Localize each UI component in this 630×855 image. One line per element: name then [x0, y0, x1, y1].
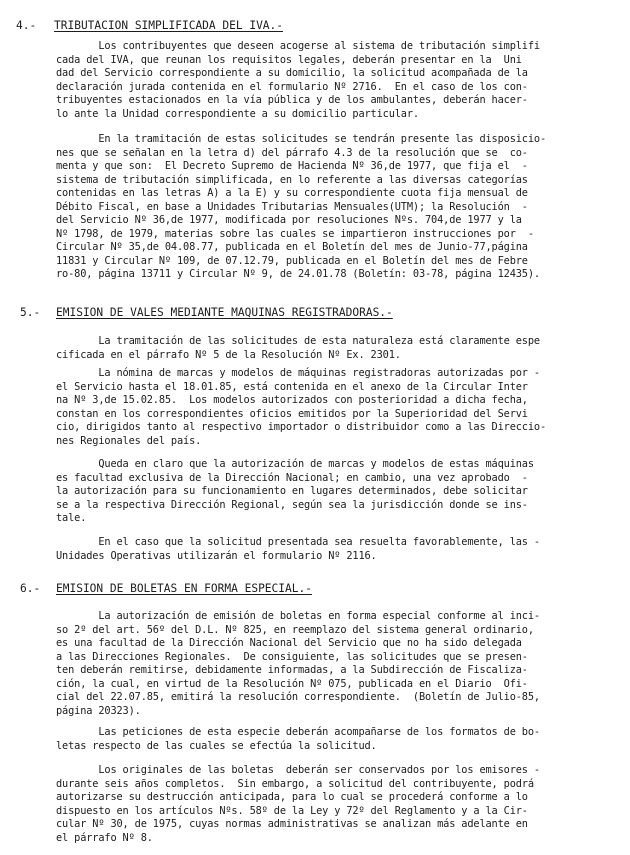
text-line: En el caso que la solicitud presentada sea resuelta favorablemente, las - [56, 536, 540, 548]
text-line: Débito Fiscal, en base a Unidades Tributarias Mensuales(UTM); la Resolución - [56, 200, 528, 213]
text-line: La nómina de marcas y modelos de máquinas registradoras autorizadas por - [56, 367, 540, 379]
text-line: 11831 y Circular Nº 109, de 07.12.79, publicada en el Boletín del mes de Febre [56, 254, 528, 267]
paragraph [56, 335, 612, 362]
text-line: nes Regionales del país. [56, 434, 202, 447]
text-line: es una facultad de la Dirección Nacional del Servicio que no ha sido delegada [56, 637, 522, 650]
text-line: ten deberán remitirse, debidamente informadas, a la Subdirección de Fiscaliza- [56, 664, 528, 677]
text-line: es facultad exclusiva de la Dirección Nacional; en cambio, una vez aprobado - [56, 471, 528, 484]
paragraph [56, 367, 612, 448]
paragraph [56, 726, 612, 753]
text-line: Los originales de las boletas deberán ser conservados por los emisores - [56, 764, 540, 776]
text-line: letas respecto de las cuales se efectúa la solicitud. [56, 739, 377, 752]
section-title: TRIBUTACION SIMPLIFICADA DEL IVA.- [54, 19, 284, 32]
text-line: cada del IVA, que reunan los requisitos legales, deberán presentar en la Uni [56, 53, 522, 66]
text-line: Las peticiones de esta especie deberán acompañarse de los formatos de bo- [56, 726, 540, 738]
text-line: cificada en el párrafo Nº 5 de la Resolución Nº Ex. 2301. [56, 348, 401, 361]
text-line: dad del Servicio correspondiente a su domicilio, la solicitud acompañada de la [56, 67, 528, 80]
text-line: La tramitación de las solicitudes de esta naturaleza está claramente espe [56, 335, 540, 347]
text-line: del Servicio Nº 36,de 1977, modificada por resoluciones Nºs. 704,de 1977 y la [56, 214, 522, 227]
text-line: tribuyentes estacionados en la vía pública y de los ambulantes, deberán hacer- [56, 94, 528, 107]
text-line: lo ante la Unidad correspondiente a su domicilio particular. [56, 107, 419, 120]
text-line: menta y que son: El Decreto Supremo de Hacienda Nº 36,de 1977, que fija el - [56, 160, 528, 173]
paragraph [56, 40, 612, 121]
text-line: so 2º del art. 56º del D.L. Nº 825, en reemplazo del sistema general ordinario, [56, 623, 534, 636]
text-line: En la tramitación de estas solicitudes se tendrán presente las disposicio- [56, 133, 546, 145]
section-title: EMISION DE BOLETAS EN FORMA ESPECIAL.- [56, 582, 312, 595]
section-number: 4.- [16, 19, 37, 32]
section-number: 5.- [20, 306, 41, 319]
text-line: Nº 1798, de 1979, materias sobre las cuales se impartieron instrucciones por - [56, 227, 534, 240]
text-line: durante seis años completos. Sin embargo, a solicitud del contribuyente, podrá [56, 777, 534, 790]
text-line: contenidas en las letras A) a la E) y su correspondiente cuota fija mensual de [56, 187, 528, 200]
paragraph [56, 133, 612, 282]
text-line: na Nº 3,de 15.02.85. Los modelos autorizados con posterioridad a dicha fecha, [56, 394, 528, 407]
text-line: cial del 22.07.85, emitirá la resolución correspondiente. (Boletín de Julio-85, [56, 691, 540, 704]
text-line: autorizarse su destrucción anticipada, para lo cual se procederá conforme a lo [56, 791, 528, 804]
text-line: Los contribuyentes que deseen acogerse al sistema de tributación simplifi [56, 40, 540, 52]
text-line: Circular Nº 35,de 04.08.77, publicada en el Boletín del mes de Junio-77,página [56, 241, 528, 254]
text-line: declaración jurada contenida en el formulario Nº 2716. En el caso de los con- [56, 80, 528, 93]
text-line: cio, dirigidos tanto al respectivo importador o distribuidor como a las Direccio- [56, 421, 546, 434]
section-number: 6.- [20, 582, 41, 595]
text-line: constan en los correspondientes oficios emitidos por la Superioridad del Servi [56, 407, 528, 420]
text-line: Queda en claro que la autorización de marcas y modelos de estas máquinas [56, 458, 534, 470]
paragraph [56, 458, 612, 526]
text-line: La autorización de emisión de boletas en forma especial conforme al inci- [56, 610, 540, 622]
text-line: el párrafo Nº 8. [56, 831, 153, 844]
section-title: EMISION DE VALES MEDIANTE MAQUINAS REGISTRADORAS.- [56, 306, 393, 319]
text-line: Unidades Operativas utilizarán el formulario Nº 2116. [56, 549, 377, 562]
text-line: el Servicio hasta el 18.01.85, está contenida en el anexo de la Circular Inter [56, 380, 528, 393]
paragraph [56, 764, 612, 845]
text-line: se a la respectiva Dirección Regional, según sea la jurisdicción donde se ins- [56, 498, 528, 511]
text-line: la autorización para su funcionamiento en lugares determinados, debe solicitar [56, 485, 528, 498]
text-line: tale. [56, 512, 87, 525]
text-line: a las Direcciones Regionales. De consiguiente, las solicitudes que se presen- [56, 650, 528, 663]
paragraph [56, 610, 612, 718]
text-line: nes que se señalan en la letra d) del párrafo 4.3 de la resolución que se co- [56, 146, 528, 159]
text-line: cular Nº 30, de 1975, cuyas normas administrativas se analizan más adelante en [56, 818, 528, 831]
text-line: página 20323). [56, 704, 141, 717]
text-line: sistema de tributación simplificada, en lo referente a las diversas categorías [56, 173, 528, 186]
text-line: dispuesto en los artículos Nºs. 58º de la Ley y 72º del Reglamento y a la Cir- [56, 804, 528, 817]
text-line: ción, la cual, en virtud de la Resolución Nº 075, publicada en el Diario Ofi- [56, 677, 528, 690]
paragraph [56, 536, 612, 563]
text-line: ro-80, página 13711 y Circular Nº 9, de 24.01.78 (Boletín: 03-78, página 12435). [56, 268, 540, 281]
